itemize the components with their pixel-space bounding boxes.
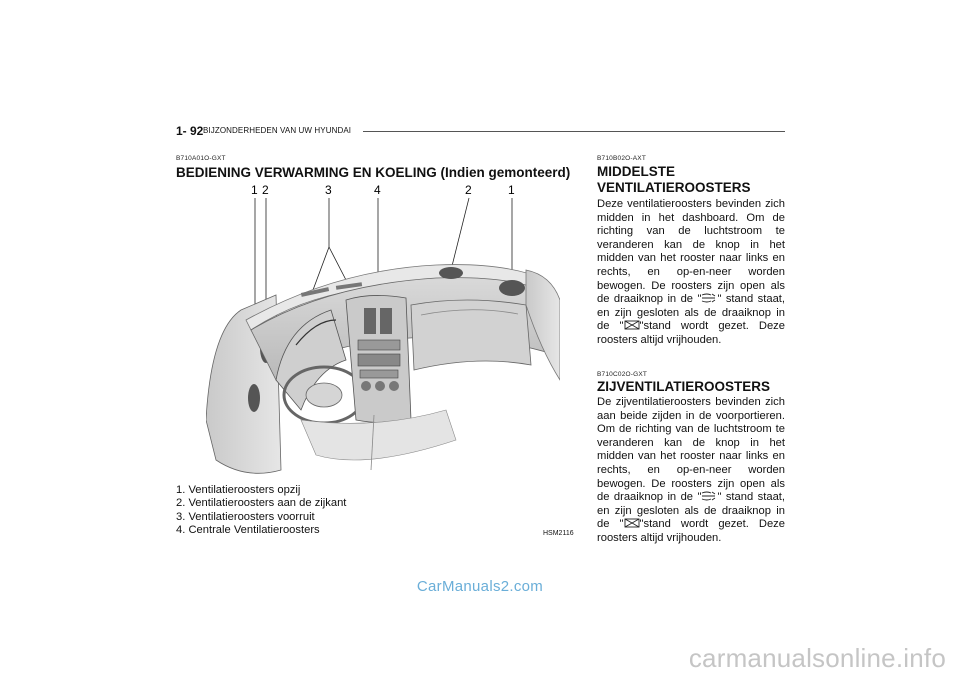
callout-3: 3: [325, 183, 332, 197]
zijventilatie-text-3: "stand wordt gezet. Deze roosters altijd vrijhouden.: [597, 518, 785, 544]
zijventilatie-text-1: De zijventilatieroosters bevinden zich aan beide zijden in de voorportieren. Om de richting van de luchtstroom te veranderen kan de knop in het midden van het rooster naar links en rechts, en op-en-neer worden bewogen. De roosters zijn open als de draaiknop in de ": [597, 396, 785, 504]
vent-open-icon: [701, 491, 717, 501]
zijventilatie-text-2: " stand staat, en zijn gesloten als de draaiknop in de ": [597, 491, 786, 531]
dashboard-illustration: [206, 180, 560, 480]
middelste-text-2: " stand staat, en zijn gesloten als de draaiknop in de ": [597, 293, 786, 333]
middelste-heading-line1: MIDDELSTE: [597, 164, 676, 179]
callout-2-left: 2: [262, 183, 269, 197]
legend-item: 2. Ventilatieroosters aan de zijkant: [176, 497, 347, 510]
legend-item: 1. Ventilatieroosters opzij: [176, 484, 301, 496]
chapter-title: BIJZONDERHEDEN VAN UW HYUNDAI: [203, 126, 352, 135]
figure-code: HSM2116: [543, 530, 574, 537]
middelste-text-3: "stand wordt gezet. Deze roosters altijd vrijhouden.: [597, 320, 785, 346]
middelste-code: B710B02O-AXT: [597, 155, 647, 162]
page-number: 1- 92: [176, 124, 204, 138]
section-heading: BEDIENING VERWARMING EN KOELING (Indien gemonteerd): [176, 165, 571, 180]
callout-1-right: 1: [508, 183, 515, 197]
zijventilatie-heading: ZIJVENTILATIEROOSTERS: [597, 379, 771, 394]
figure-legend: [176, 484, 346, 537]
vent-open-icon: [701, 293, 717, 303]
callout-1-left: 1: [251, 183, 258, 197]
vent-closed-icon: [624, 518, 640, 528]
zijventilatie-paragraph: [597, 396, 785, 546]
header-divider: [363, 131, 785, 132]
callout-4: 4: [374, 183, 381, 197]
legend-item: 3. Ventilatieroosters voorruit: [176, 510, 315, 523]
zijventilatie-code: B710C02O-GXT: [597, 371, 648, 378]
callout-2-right: 2: [465, 183, 472, 197]
legend-item: 4. Centrale Ventilatieroosters: [176, 523, 320, 536]
middelste-text-1: Deze ventilatieroosters bevinden zich midden in het dashboard. Om de richting van de luchtstroom te veranderen kan de knop in het midden van het rooster naar links en rechts, en op-en-neer worden bewogen. De roosters zijn open als de draaiknop in de ": [597, 198, 785, 306]
watermark-carmanualsonline[interactable]: carmanualsonline.info: [688, 643, 946, 673]
middelste-paragraph: [597, 198, 785, 348]
watermark-carmanuals2[interactable]: CarManuals2.com: [416, 578, 544, 595]
vent-closed-icon: [624, 320, 640, 330]
middelste-heading: [597, 164, 751, 196]
middelste-heading-line2: VENTILATIEROOSTERS: [597, 180, 751, 195]
section-code: B710A01O-GXT: [176, 155, 226, 162]
